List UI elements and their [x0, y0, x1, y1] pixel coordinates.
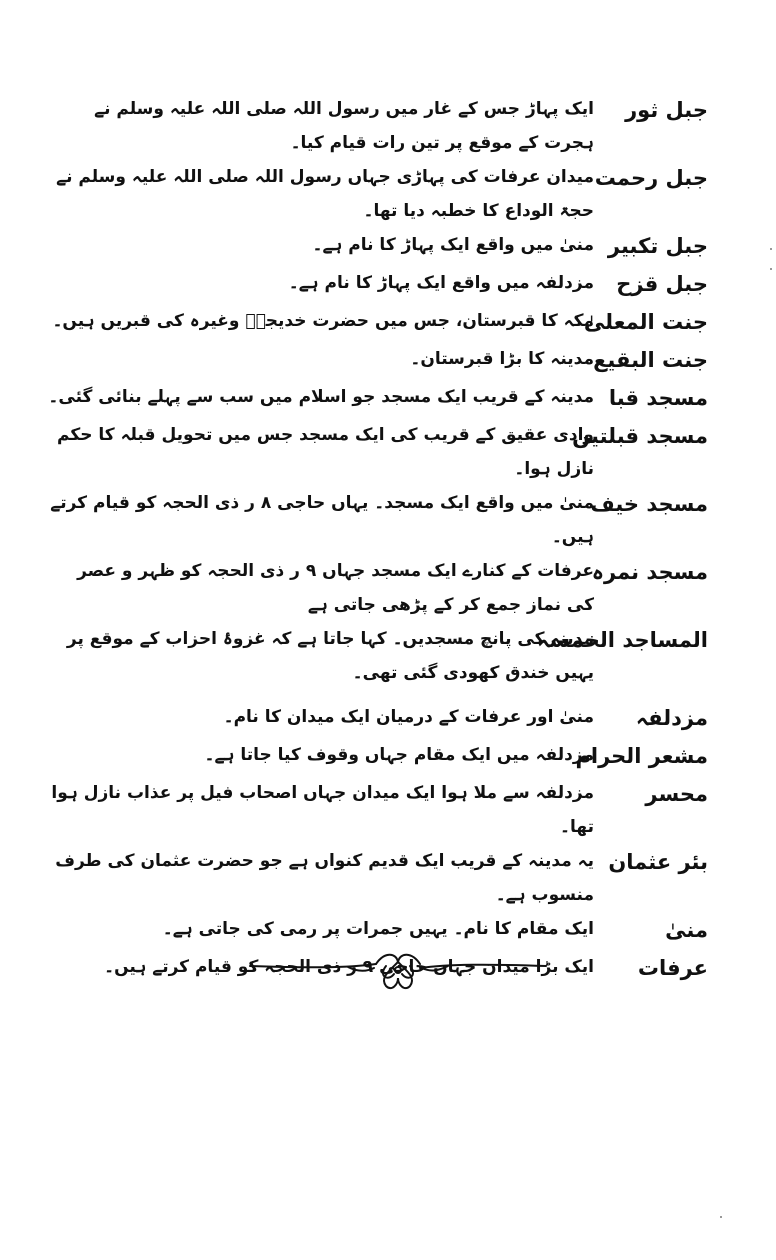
glossary-entry	[48, 342, 708, 380]
glossary-term: عرفات	[637, 956, 708, 980]
glossary-entry	[48, 380, 708, 418]
glossary-definition: وادی عقیق کے قریب کی ایک مسجد جس میں تحویل قبلہ کا حکم نازل ہوا۔	[57, 425, 594, 479]
glossary-entry	[48, 486, 708, 554]
scan-speck	[770, 248, 772, 250]
glossary-term: جنت المعلیٰ	[583, 310, 708, 334]
glossary-definition: مزدلفہ میں ایک مقام جہاں وقوف کیا جاتا ہے۔	[204, 745, 594, 765]
scan-speck	[770, 268, 772, 270]
glossary-definition: میدان عرفات کی پہاڑی جہاں رسول اللہ صلی اللہ علیہ وسلم نے حجۃ الوداع کا خطبہ دیا تھا۔	[56, 167, 594, 221]
glossary-definition: منیٰ میں واقع ایک پہاڑ کا نام ہے۔	[312, 235, 594, 255]
glossary-term: محسر	[645, 782, 708, 806]
glossary-definition: ایک بڑا میدان جہاں حاجی ۹ ر ذی الحجہ کو قیام کرتے ہیں۔	[104, 957, 594, 977]
glossary-definition: مزدلفہ میں واقع ایک پہاڑ کا نام ہے۔	[288, 273, 594, 293]
glossary-entry	[48, 776, 708, 844]
glossary-entry	[48, 228, 708, 266]
glossary-definition: مدینہ کے قریب ایک مسجد جو اسلام میں سب سے پہلے بنائی گئی۔	[48, 387, 594, 407]
glossary-term: جبل ثور	[625, 98, 708, 122]
glossary-list	[48, 92, 708, 988]
glossary-definition: مدینہ کا بڑا قبرستان۔	[410, 349, 594, 369]
glossary-entry	[48, 700, 708, 738]
glossary-definition: مزدلفہ سے ملا ہوا ایک میدان جہاں اصحاب فیل پر عذاب نازل ہوا تھا۔	[51, 783, 594, 837]
glossary-definition: مکہ کا قبرستان، جس میں حضرت خدیجہؓ وغیرہ کی قبریں ہیں۔	[52, 311, 594, 331]
glossary-definition: یہ مدینہ کے قریب ایک قدیم کنواں ہے جو حضرت عثمان کی طرف منسوب ہے۔	[55, 851, 594, 905]
glossary-term: مسجد خیف	[590, 492, 708, 516]
glossary-term: جبل رحمت	[594, 166, 708, 190]
glossary-term: مزدلفہ	[635, 706, 708, 730]
glossary-term: بئر عثمان	[608, 850, 708, 874]
glossary-entry	[48, 738, 708, 776]
glossary-term: جبل تکبیر	[607, 234, 708, 258]
glossary-entry	[48, 266, 708, 304]
glossary-term: مشعر الحرام	[575, 744, 708, 768]
glossary-definition: منیٰ اور عرفات کے درمیان ایک میدان کا نام۔	[223, 707, 594, 727]
glossary-term: جبل قزح	[616, 272, 708, 296]
glossary-entry	[48, 622, 708, 690]
glossary-entry	[48, 304, 708, 342]
glossary-term: المساجد الخمسہ	[537, 628, 708, 652]
glossary-term: مسجد قبلتین	[572, 424, 708, 448]
glossary-definition: منیٰ میں واقع ایک مسجد۔ یہاں حاجی ۸ ر ذی الحجہ کو قیام کرتے ہیں۔	[50, 493, 594, 547]
glossary-entry	[48, 418, 708, 486]
glossary-definition: عرفات کے کنارے ایک مسجد جہاں ۹ ر ذی الحجہ کو ظہر و عصر کی نماز جمع کر کے پڑھی جاتی ہے	[77, 561, 594, 615]
glossary-entry	[48, 844, 708, 912]
glossary-definition: ایک مقام کا نام۔ یہیں جمرات پر رمی کی جاتی ہے۔	[162, 919, 594, 939]
glossary-definition: ایک پہاڑ جس کے غار میں رسول اللہ صلی اللہ علیہ وسلم نے ہجرت کے موقع پر تین رات قیام کیا۔	[94, 99, 594, 153]
glossary-definition: مدینہ کی پانچ مسجدیں۔ کہا جاتا ہے کہ غزوۂ احزاب کے موقع پر یہیں خندق کھودی گئی تھی۔	[66, 629, 594, 683]
glossary-term: مسجد قبا	[608, 386, 708, 410]
scan-speck	[720, 1216, 722, 1218]
glossary-entry	[48, 554, 708, 622]
glossary-entry	[48, 160, 708, 228]
glossary-entry	[48, 92, 708, 160]
decorative-divider-icon	[248, 942, 548, 998]
glossary-term: مسجد نمرہ	[591, 560, 708, 584]
glossary-term: منیٰ	[665, 918, 708, 942]
glossary-term: جنت البقیع	[593, 348, 708, 372]
